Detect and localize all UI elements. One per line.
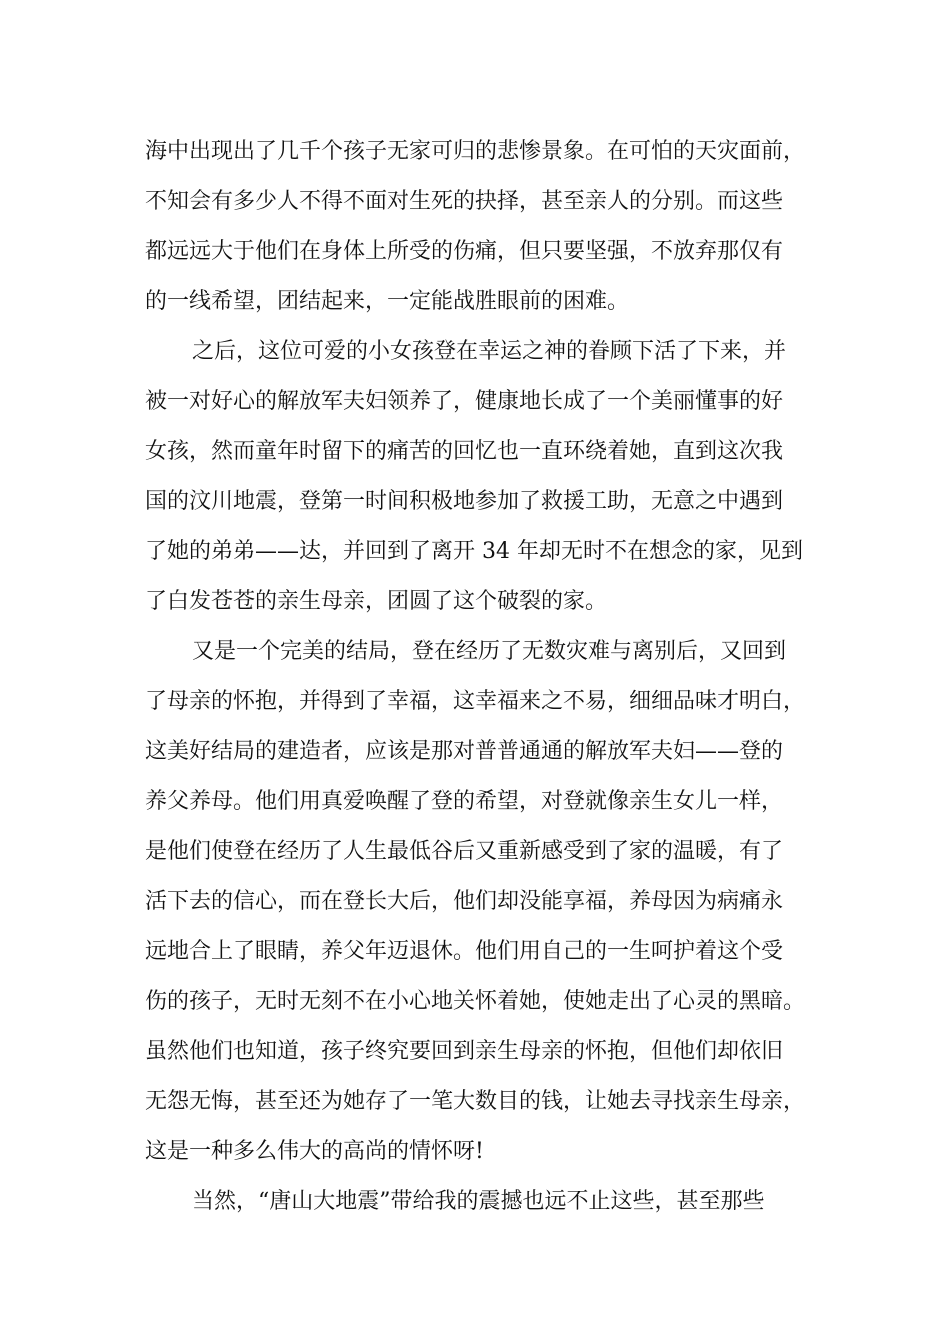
text-line: 是他们使登在经历了人生最低谷后又重新感受到了家的温暖，有了 — [145, 839, 784, 864]
text-line: 海中出现出了几千个孩子无家可归的悲惨景象。在可怕的天灾面前， — [145, 139, 806, 164]
text-line: 了白发苍苍的亲生母亲，团圆了这个破裂的家。 — [145, 589, 608, 614]
text-line: 伤的孩子，无时无刻不在小心地关怀着她，使她走出了心灵的黑暗。 — [145, 989, 806, 1014]
text-line: 虽然他们也知道，孩子终究要回到亲生母亲的怀抱，但他们却依旧 — [145, 1039, 784, 1064]
paragraph-start-line: 当然，“唐山大地震”带给我的震撼也远不止这些，甚至那些 — [192, 1189, 765, 1214]
paragraph-start-line: 又是一个完美的结局，登在经历了无数灾难与离别后，又回到 — [192, 639, 787, 664]
text-line: 的一线希望，团结起来，一定能战胜眼前的困难。 — [145, 289, 630, 314]
paragraph-start-line: 之后，这位可爱的小女孩登在幸运之神的眷顾下活了下来，并 — [192, 339, 787, 364]
text-line: 国的汶川地震，登第一时间积极地参加了救援工助，无意之中遇到 — [145, 489, 784, 514]
text-line: 都远远大于他们在身体上所受的伤痛，但只要坚强，不放弃那仅有 — [145, 239, 784, 264]
text-line: 活下去的信心，而在登长大后，他们却没能享福，养母因为病痛永 — [145, 889, 784, 914]
text-line: 这美好结局的建造者，应该是那对普普通通的解放军夫妇——登的 — [145, 739, 784, 764]
text-line: 这是一种多么伟大的高尚的情怀呀! — [145, 1139, 484, 1164]
text-line: 被一对好心的解放军夫妇领养了，健康地长成了一个美丽懂事的好 — [145, 389, 784, 414]
text-line: 不知会有多少人不得不面对生死的抉择，甚至亲人的分别。而这些 — [145, 189, 784, 214]
text-line: 养父养母。他们用真爱唤醒了登的希望，对登就像亲生女儿一样， — [145, 789, 784, 814]
document-body — [145, 127, 835, 1227]
text-line: 了母亲的怀抱，并得到了幸福，这幸福来之不易，细细品味才明白， — [145, 689, 806, 714]
text-line: 远地合上了眼睛，养父年迈退休。他们用自己的一生呵护着这个受 — [145, 939, 784, 964]
text-line: 女孩，然而童年时留下的痛苦的回忆也一直环绕着她，直到这次我 — [145, 439, 784, 464]
text-line: 无怨无悔，甚至还为她存了一笔大数目的钱，让她去寻找亲生母亲， — [145, 1089, 806, 1114]
text-line: 了她的弟弟——达，并回到了离开 34 年却无时不在想念的家，见到 — [145, 539, 803, 564]
